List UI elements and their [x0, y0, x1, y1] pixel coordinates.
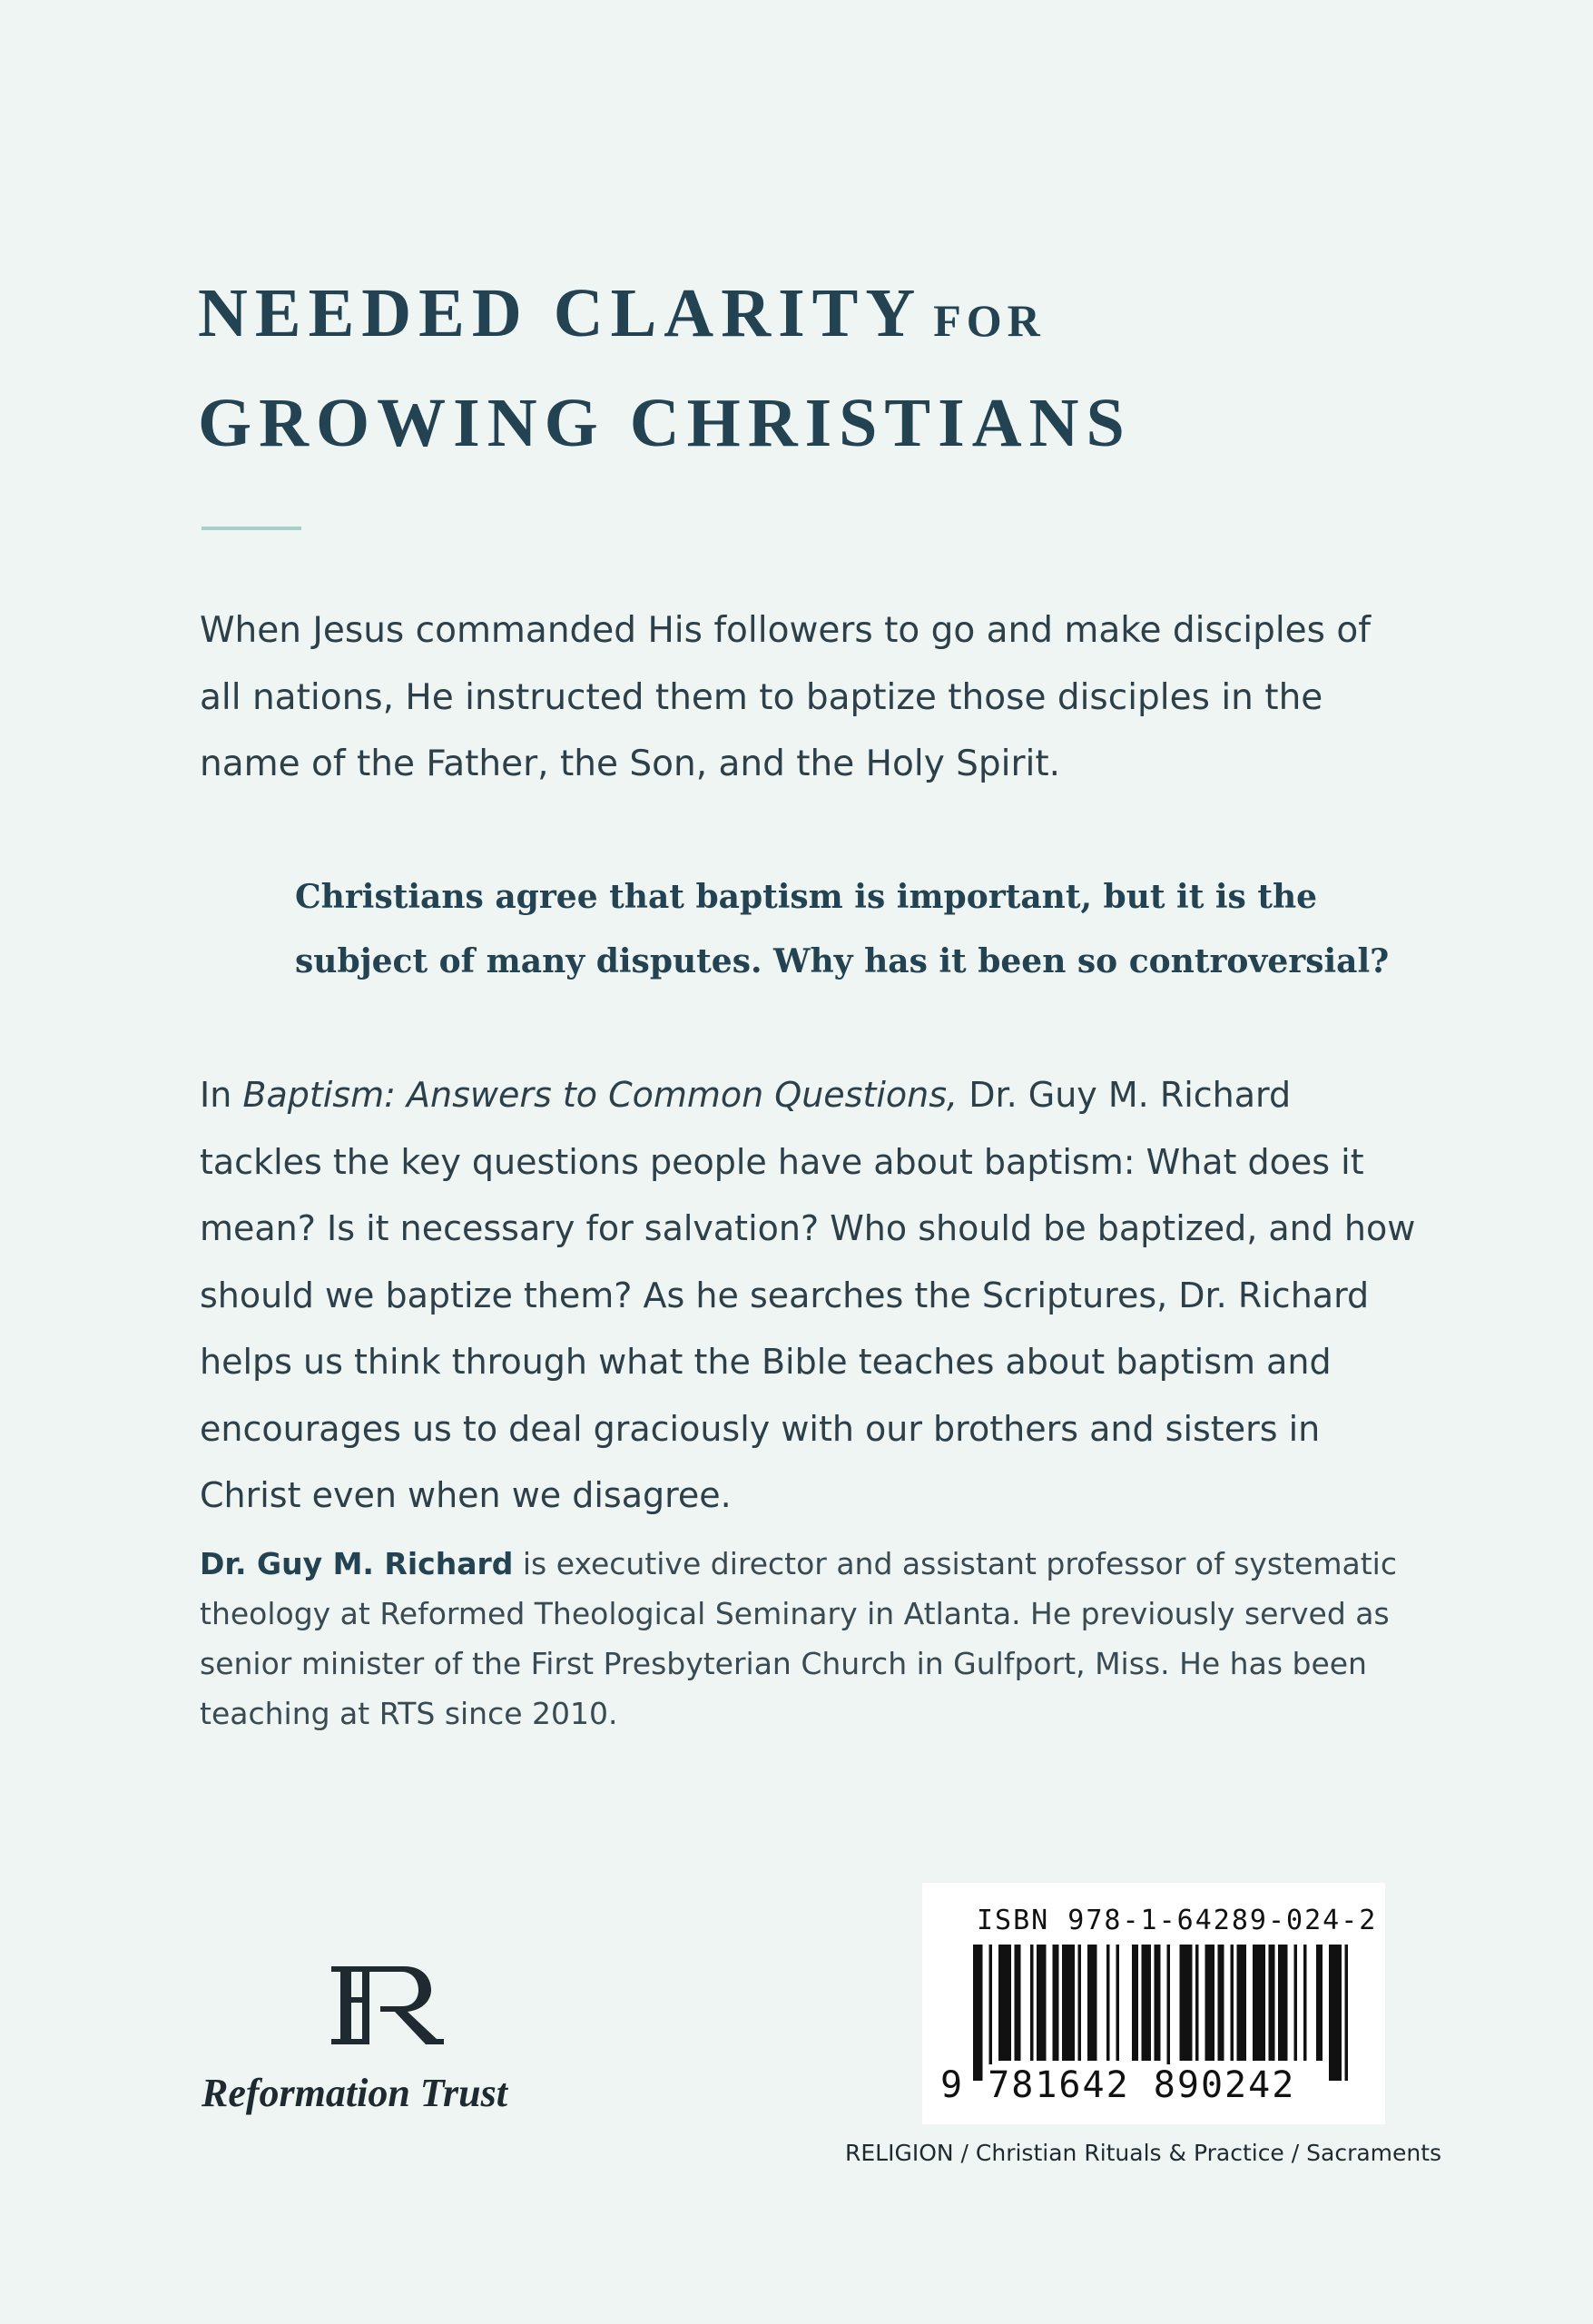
barcode-bar: [1030, 1945, 1034, 2061]
cover-heading: [198, 268, 1423, 468]
rt-monogram-icon: [324, 1961, 447, 2047]
barcode-bar: [1053, 1945, 1059, 2061]
barcode-bar: [973, 1945, 983, 2081]
author-bio: [200, 1539, 1421, 1738]
barcode-bar: [1037, 1945, 1047, 2061]
barcode-bar: [1180, 1945, 1193, 2061]
pull-quote: Christians agree that baptism is important, but it is the subject of many disputes. Why has it been so controversial?: [295, 878, 1390, 980]
description-body: Dr. Guy M. Richard tackles the key questions people have about baptism: What does it mean? Is it necessary for salvation? Who should be baptized, and how should we baptize them? As he searches the Scriptures, Dr. Richard helps us think through what the Bible teaches about baptism and encourages us to deal graciously with our brothers and sisters in Christ even when we disagree.: [200, 1075, 1416, 1515]
description-prefix: In: [200, 1075, 243, 1115]
barcode-digit-group-2: 890242: [1153, 2064, 1296, 2106]
heading-line-2: GROWING CHRISTIANS: [198, 385, 1132, 461]
barcode-first-digit: 9: [940, 2064, 965, 2106]
barcode-bars: [973, 1945, 1354, 2081]
barcode-bar: [1231, 1945, 1234, 2061]
barcode-bar: [1142, 1945, 1152, 2061]
barcode-bar: [1316, 1945, 1323, 2061]
barcode-bar: [1303, 1945, 1307, 2061]
barcode-bar: [1116, 1945, 1120, 2061]
heading-line-1: [198, 268, 1423, 378]
barcode-bar: [1087, 1945, 1097, 2061]
barcode-bar: [1167, 1945, 1171, 2081]
barcode-bar: [1078, 1945, 1082, 2061]
isbn-barcode: [922, 1883, 1385, 2124]
author-bio-body: is executive director and assistant professor of systematic theology at Reformed Theological Seminary in Atlanta. He previously served as senior minister of the First Presbyterian Church in Gulfport, Miss. He has been teaching at RTS since 2010.: [200, 1546, 1397, 1731]
barcode-digits: [940, 2064, 1376, 2106]
barcode-bar: [1294, 1945, 1298, 2061]
barcode-bar: [1155, 1945, 1161, 2061]
barcode-bar: [1269, 1945, 1275, 2061]
isbn-label: ISBN 978-1-64289-024-2: [977, 1905, 1378, 1936]
publisher-name: Reformation Trust: [202, 2071, 507, 2115]
barcode-bar: [989, 1945, 993, 2081]
barcode-digit-group-1: 781642: [988, 2064, 1130, 2106]
category-label: RELIGION / Christian Rituals & Practice / Sacraments: [845, 2140, 1442, 2166]
barcode-bar: [1015, 1945, 1021, 2061]
publisher-logo: [202, 1961, 565, 2124]
barcode-bar: [1218, 1945, 1224, 2061]
author-name: Dr. Guy M. Richard: [200, 1546, 514, 1581]
barcode-bar: [1062, 1945, 1075, 2061]
book-title: Baptism: Answers to Common Questions,: [242, 1075, 959, 1115]
barcode-bar: [1106, 1945, 1110, 2061]
divider-rule: [202, 527, 301, 530]
barcode-bar: [998, 1945, 1011, 2061]
barcode-bar: [1195, 1945, 1199, 2061]
barcode-bar: [1237, 1945, 1247, 2061]
barcode-bar: [1205, 1945, 1215, 2061]
barcode-bar: [1278, 1945, 1288, 2061]
barcode-bar: [1329, 1945, 1342, 2081]
description-paragraph: [200, 1062, 1421, 1530]
barcode-bar: [1253, 1945, 1265, 2061]
barcode-bar: [1132, 1945, 1138, 2061]
intro-paragraph: When Jesus commanded His followers to go and make disciples of all nations, He instructed them to baptize those disciples in the name of the Father, the Son, and the Holy Spirit.: [200, 610, 1371, 784]
barcode-bar: [1345, 1945, 1349, 2081]
heading-line-1-main: NEEDED CLARITY: [198, 275, 923, 351]
heading-line-1-small: FOR: [933, 295, 1046, 346]
